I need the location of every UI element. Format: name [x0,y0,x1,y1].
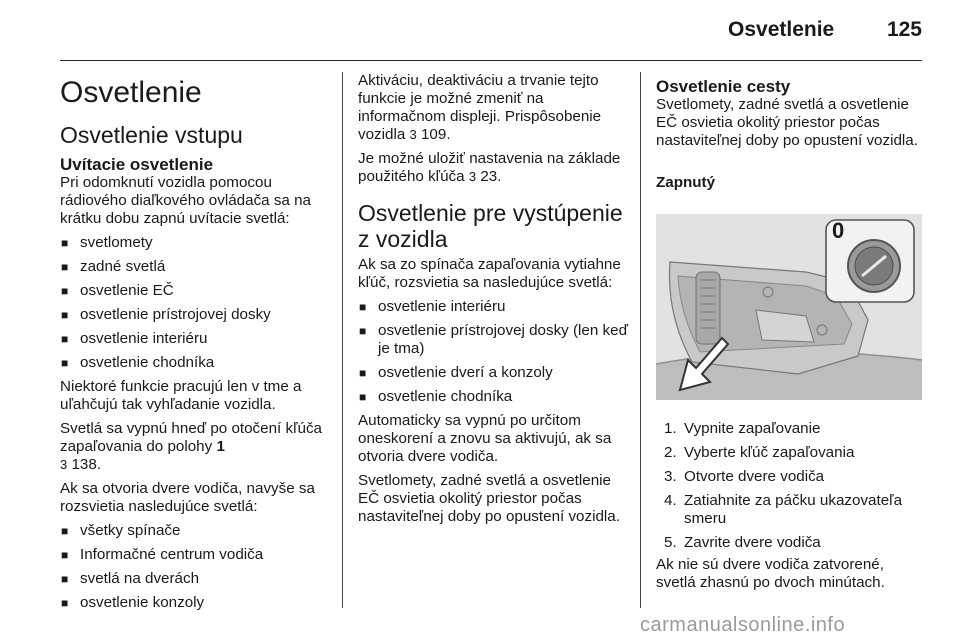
welcome-lights-list [60,234,330,372]
list-item: ■ osvetlenie konzoly [60,594,330,612]
column-left [60,72,330,618]
subheading-on: Zapnutý [656,174,716,191]
list-item: ■ osvetlenie interiéru [358,298,630,316]
column-right [656,72,924,598]
page-ref-icon: 3 [409,127,417,142]
watermark: carmanualsonline.info [640,614,846,636]
step-text: Vyberte kľúč zapaľovania [684,444,855,461]
header-title: Osvetlenie [728,18,835,41]
column-middle [358,72,630,532]
exit-lights-list [358,298,630,406]
paragraph: Svetlomety, zadné svetlá a osvetlenie EČ osvietia okolitý priestor počas nastaviteľnej doby po opustení vozidla. [358,472,620,525]
page-ref-link[interactable]: 23. [480,168,502,185]
list-item: ■ osvetlenie EČ [60,282,330,300]
step-item [656,420,924,438]
paragraph-text: Svetlá sa vypnú hneď po otočení kľúča zapaľovania do polohy [60,420,322,455]
list-item: ■ osvetlenie chodníka [358,388,630,406]
step-text: Zavrite dvere vodiča [684,534,821,551]
list-item: ■ svetlá na dverách [60,570,330,588]
list-item: ■ osvetlenie prístrojovej dosky [60,306,330,324]
step-item [656,492,924,528]
page-ref-icon: 3 [468,169,477,184]
paragraph-text: Je možné uložiť nastavenia na základe použitého kľúča [358,150,621,185]
subsection-title-path-lighting: Osvetlenie cesty [656,77,791,96]
position-number: 1 [216,438,225,455]
turn-signal-lever-illustration [656,214,922,400]
column-divider [640,72,641,608]
paragraph: Automaticky sa vypnú po určitom oneskorení a znovu sa aktivujú, ak sa otvoria dvere vodiča. [358,412,612,465]
step-number: 2. [664,444,677,461]
step-text: Otvorte dvere vodiča [684,468,825,485]
list-item: ■ osvetlenie chodníka [60,354,330,372]
page-number: 125 [886,18,922,41]
page-ref-icon: 3 [60,457,68,472]
lever-drawing [656,214,922,400]
paragraph-with-reference [358,150,630,186]
procedure-steps [656,420,924,552]
driver-door-lights-list [60,522,330,612]
subsection-title-welcome-lighting: Uvítacie osvetlenie [60,155,214,174]
step-item [656,444,924,462]
step-text: Vypnite zapaľovanie [684,420,821,437]
list-item: ■ svetlomety [60,234,330,252]
list-item: ■ osvetlenie interiéru [60,330,330,348]
paragraph: Svetlomety, zadné svetlá a osvetlenie EČ osvietia okolitý priestor počas nastaviteľnej doby po opustení vozidla. [656,96,918,149]
list-item: ■ zadné svetlá [60,258,330,276]
step-number: 1. [664,420,677,437]
column-divider [342,72,343,608]
list-item: ■ Informačné centrum vodiča [60,546,330,564]
paragraph: Ak sa otvoria dvere vodiča, navyše sa rozsvietia nasledujúce svetlá: [60,480,315,515]
header-rule [60,60,922,61]
paragraph: Niektoré funkcie pracujú len v tme a uľahčujú tak vyhľadanie vozidla. [60,378,302,413]
step-number: 4. [664,492,677,509]
page-ref-link[interactable]: 109. [420,126,451,143]
paragraph: Pri odomknutí vozidla pomocou rádiového diaľkového ovládača sa na krátku dobu zapnú uvítacie svetlá: [60,174,311,227]
section-title-entry-lighting: Osvetlenie vstupu [60,122,243,148]
list-item: ■ všetky spínače [60,522,330,540]
paragraph: Ak nie sú dvere vodiča zatvorené, svetlá zhasnú po dvoch minútach. [656,556,885,591]
paragraph-with-reference [358,72,630,144]
page-ref-link[interactable]: 138. [71,456,102,473]
list-item: ■ osvetlenie prístrojovej dosky (len keď je tma) [358,322,630,358]
step-item [656,468,924,486]
paragraph-text: Aktiváciu, deaktiváciu a trvanie tejto funkcie je možné zmeniť na informačnom displeji. Prispôsobenie vozidla [358,72,602,143]
step-number: 3. [664,468,677,485]
list-item: ■ osvetlenie dverí a konzoly [358,364,630,382]
paragraph: Ak sa zo spínača zapaľovania vytiahne kľúč, rozsvietia sa nasledujúce svetlá: [358,256,621,291]
step-number: 5. [664,534,677,551]
section-title-exit-lighting: Osvetlenie pre vystúpenie z vozidla [358,200,623,252]
step-text: Zatiahnite za páčku ukazovateľa smeru [684,492,903,527]
chapter-title: Osvetlenie [60,76,202,109]
ignition-label: 0 [832,218,845,243]
step-item [656,534,924,552]
paragraph-with-reference [60,420,330,474]
